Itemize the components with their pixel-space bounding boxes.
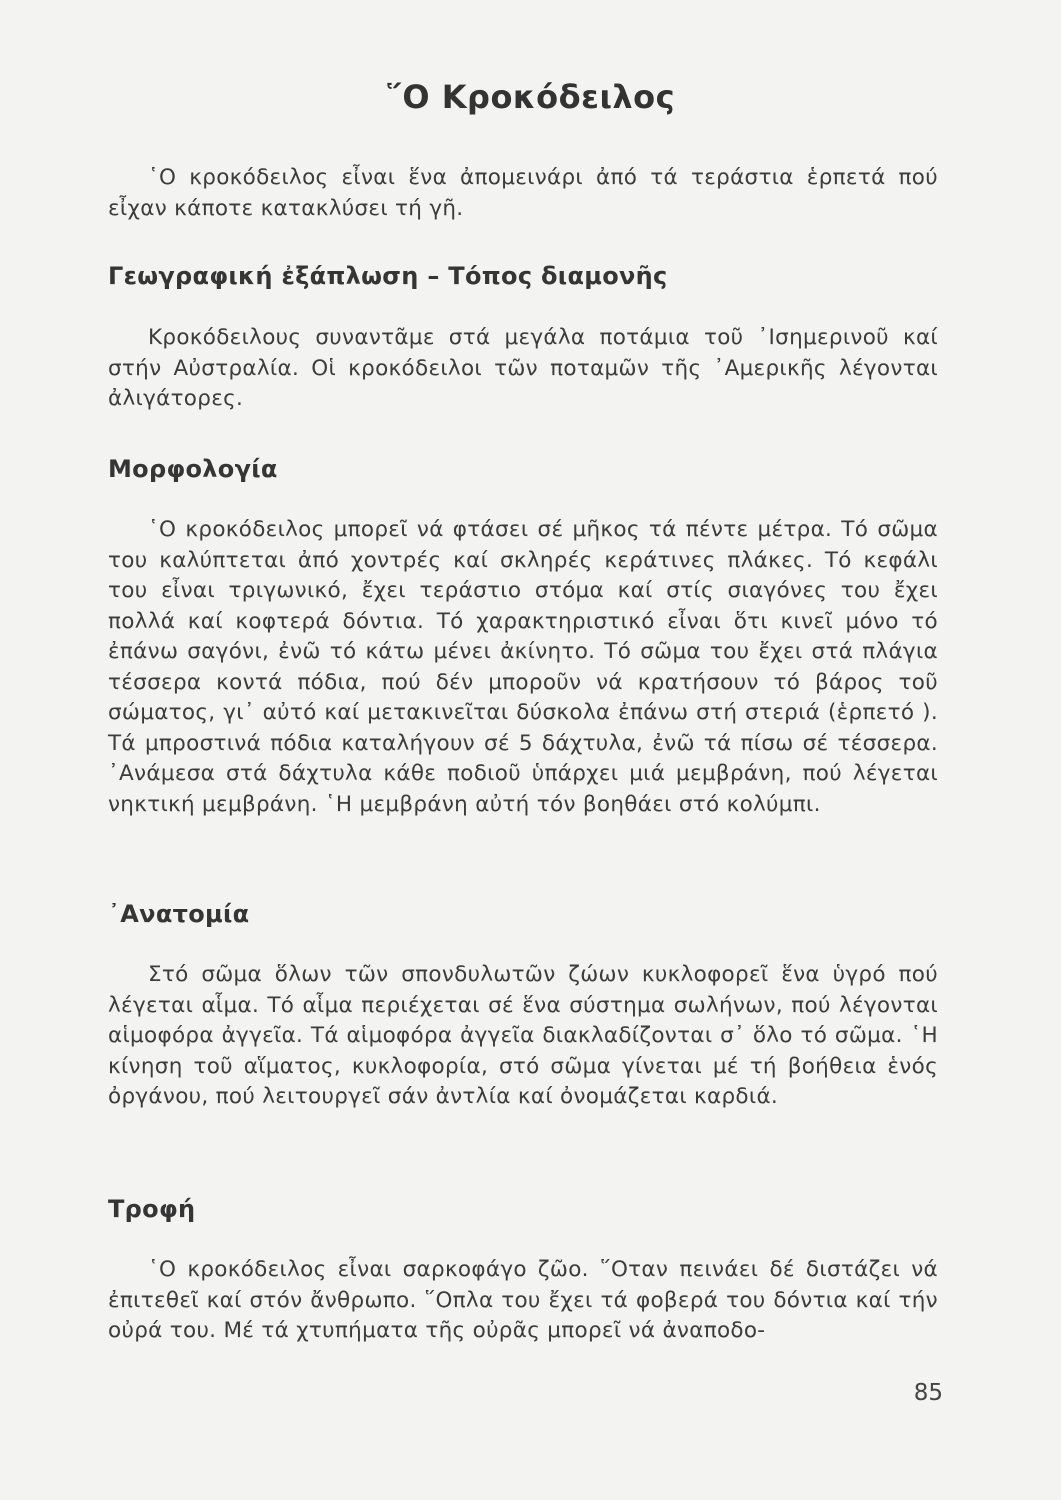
section-text-morphology [108,515,938,820]
intro-text: ῾Ο κροκόδειλος εἶναι ἕνα ἀπομεινάρι ἀπό τά τεράστια ἑρπετά πού εἶχαν κάποτε κατακλύσει τή γῆ. [108,165,938,221]
section-heading-morphology: Μορφολογία [108,455,278,483]
anatomy-text: Στό σῶμα ὅλων τῶν σπονδυλωτῶν ζώων κυκλοφορεῖ ἕνα ὑγρό πού λέγεται αἷμα. Τό αἷμα περιέχεται σέ ἕνα σύστημα σωλήνων, πού λέγονται αἱμοφόρα ἀγγεῖα. Τά αἱμοφόρα ἀγγεῖα διακλαδίζονται σ᾿ ὅλο τό σῶμα. ῾Η κίνηση τοῦ αἵματος, κυκλοφορία, στό σῶμα γίνεται μέ τή βοήθεια ἑνός ὀργάνου, πού λειτουργεῖ σάν ἀντλία καί ὀνομάζεται καρδιά. [108,962,938,1109]
section-heading-anatomy: ᾿Ανατομία [108,900,250,928]
section-text-anatomy [108,960,938,1113]
morphology-text: ῾Ο κροκόδειλος μπορεῖ νά φτάσει σέ μῆκος τά πέντε μέτρα. Τό σῶμα του καλύπτεται ἀπό χοντρές καί σκληρές κεράτινες πλάκες. Τό κεφάλι του εἶναι τριγωνικό, ἔχει τεράστιο στόμα καί στίς σιαγόνες του ἔχει πολλά καί κοφτερά δόντια. Τό χαρακτηριστικό εἶναι ὅτι κινεῖ μόνο τό ἐπάνω σαγόνι, ἐνῶ τό κάτω μένει ἀκίνητο. Τό σῶμα του ἔχει στά πλάγια τέσσερα κοντά πόδια, πού δέν μποροῦν νά κρατήσουν τό βάρος τοῦ σώματος, γι᾿ αὐτό καί μετακινεῖται δύσκολα ἐπάνω στή στεριά (ἑρπετό ). Τά μπροστινά πόδια καταλήγουν σέ 5 δάχτυλα, ἐνῶ τά πίσω σέ τέσσερα. ᾿Ανάμεσα στά δάχτυλα κάθε ποδιοῦ ὑπάρχει μιά μεμβράνη, πού λέγεται νηκτική μεμβράνη. ῾Η μεμβράνη αὐτή τόν βοηθάει στό κολύμπι. [108,517,938,817]
food-text: ῾Ο κροκόδειλος εἶναι σαρκοφάγο ζῶο. ῞Οταν πεινάει δέ διστάζει νά ἐπιτεθεῖ καί στόν ἄνθρωπο. ῞Οπλα του ἔχει τά φοβερά του δόντια καί τήν οὐρά του. Μέ τά χτυπήματα τῆς οὐρᾶς μπορεῖ νά ἀναποδο- [108,1257,938,1343]
section-heading-geography: Γεωγραφική ἐξάπλωση – Τόπος διαμονῆς [108,262,668,290]
section-text-food [108,1255,938,1347]
page-number: 85 [913,1380,943,1406]
page-title: ῞Ο Κροκόδειλος [385,78,676,116]
geography-text: Κροκόδειλους συναντᾶμε στά μεγάλα ποτάμια τοῦ ᾿Ισημερινοῦ καί στήν Αὐστραλία. Οἱ κροκόδειλοι τῶν ποταμῶν τῆς ᾿Αμερικῆς λέγονται ἀλιγάτορες. [108,325,938,411]
section-heading-food: Τροφή [108,1195,196,1223]
intro-paragraph [108,163,938,224]
section-text-geography [108,323,938,415]
